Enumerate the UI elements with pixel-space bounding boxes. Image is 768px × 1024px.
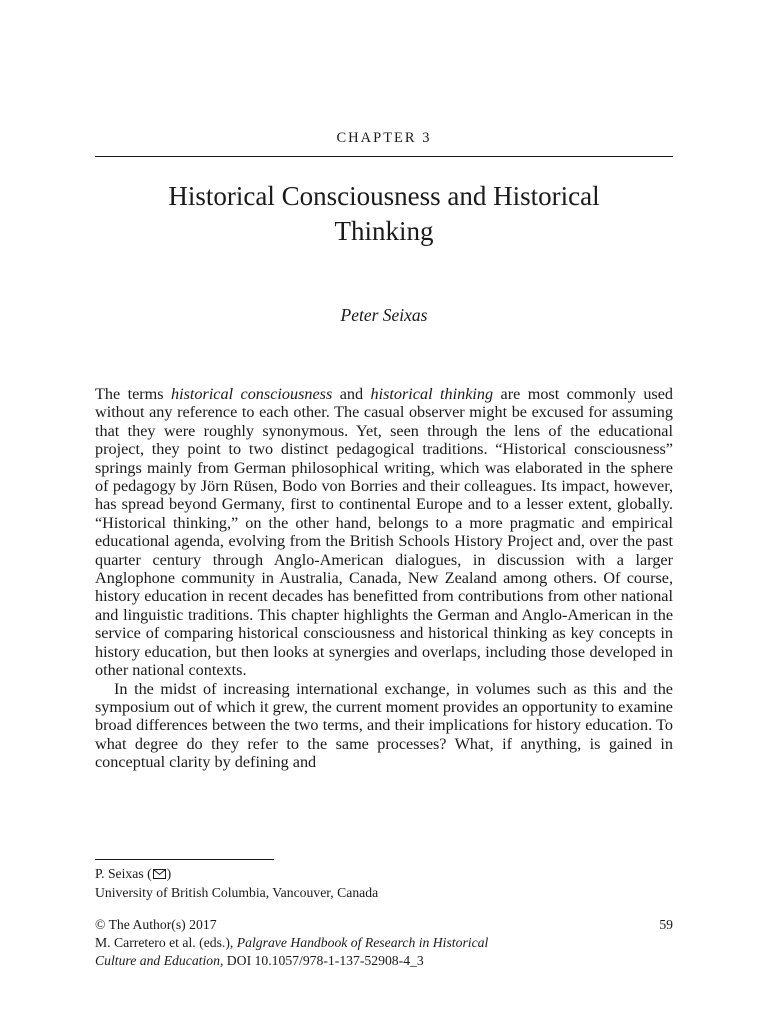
- chapter-divider: [95, 156, 673, 157]
- book-title-part-2: Culture and Education: [95, 953, 220, 968]
- citation-editors: M. Carretero et al. (eds.),: [95, 935, 237, 950]
- paragraph-1-and: and: [332, 385, 371, 403]
- footnote-author-line: [95, 865, 673, 884]
- term-historical-consciousness: historical consciousness: [171, 385, 333, 403]
- page-number: 59: [659, 917, 673, 932]
- chapter-label: CHAPTER 3: [336, 130, 432, 146]
- body-text: [95, 385, 673, 772]
- paragraph-1-start: The terms: [95, 385, 172, 403]
- copyright-line: © The Author(s) 2017: [95, 917, 217, 932]
- term-historical-thinking: historical thinking: [370, 385, 494, 403]
- paragraph-1: [95, 385, 673, 680]
- chapter-title-line-1: Historical Consciousness and Historical: [168, 181, 600, 211]
- citation-doi: , DOI 10.1057/978-1-137-52908-4_3: [219, 953, 424, 968]
- citation-line-2: [95, 952, 595, 970]
- envelope-icon: [153, 866, 166, 884]
- author-footnote: [95, 865, 673, 902]
- footnote-author: P. Seixas (: [95, 866, 152, 881]
- colophon: [95, 916, 595, 970]
- chapter-title-line-2: Thinking: [334, 216, 434, 246]
- footnote-divider: [95, 859, 274, 860]
- book-title-part-1: Palgrave Handbook of Research in Historical: [236, 935, 489, 950]
- citation-line-1: [95, 934, 595, 952]
- chapter-title: [95, 179, 673, 249]
- paragraph-1-rest: are most commonly used without any reference to each other. The casual observer might be excused for assuming that they were roughly synonymous. Yet, seen through the lens of the educational project, they point to two distinct pedagogical traditions. “Historical consciousness” springs mainly from German philosophical writing, which was elaborated in the sphere of pedagogy by Jörn Rüsen, Bodo von Borries and their colleagues. Its impact, however, has spread beyond Germany, first to continental Europe and to a lesser extent, globally. “Historical thinking,” on the other hand, belongs to a more pragmatic and empirical educational agenda, evolving from the British Schools History Project and, over the past quarter century through Anglo-American dialogues, in discussion with a larger Anglophone community in Australia, Canada, New Zealand among others. Of course, history education in recent decades has benefitted from contributions from other national and linguistic traditions. This chapter highlights the German and Anglo-American in the service of comparing historical consciousness and historical thinking as key concepts in history education, but then looks at synergies and overlaps, including those developed in other national contexts.: [95, 385, 674, 680]
- footnote-author-close: ): [166, 866, 172, 881]
- paragraph-2: In the midst of increasing international exchange, in volumes such as this and the symposium out of which it grew, the current moment provides an opportunity to examine broad differences between the two terms, and their implications for history education. To what degree do they refer to the same processes? What, if anything, is gained in conceptual clarity by defining and: [95, 679, 673, 772]
- paper-page: [95, 0, 673, 1024]
- footnote-affiliation: University of British Columbia, Vancouver, Canada: [95, 885, 379, 900]
- chapter-author: Peter Seixas: [340, 305, 428, 325]
